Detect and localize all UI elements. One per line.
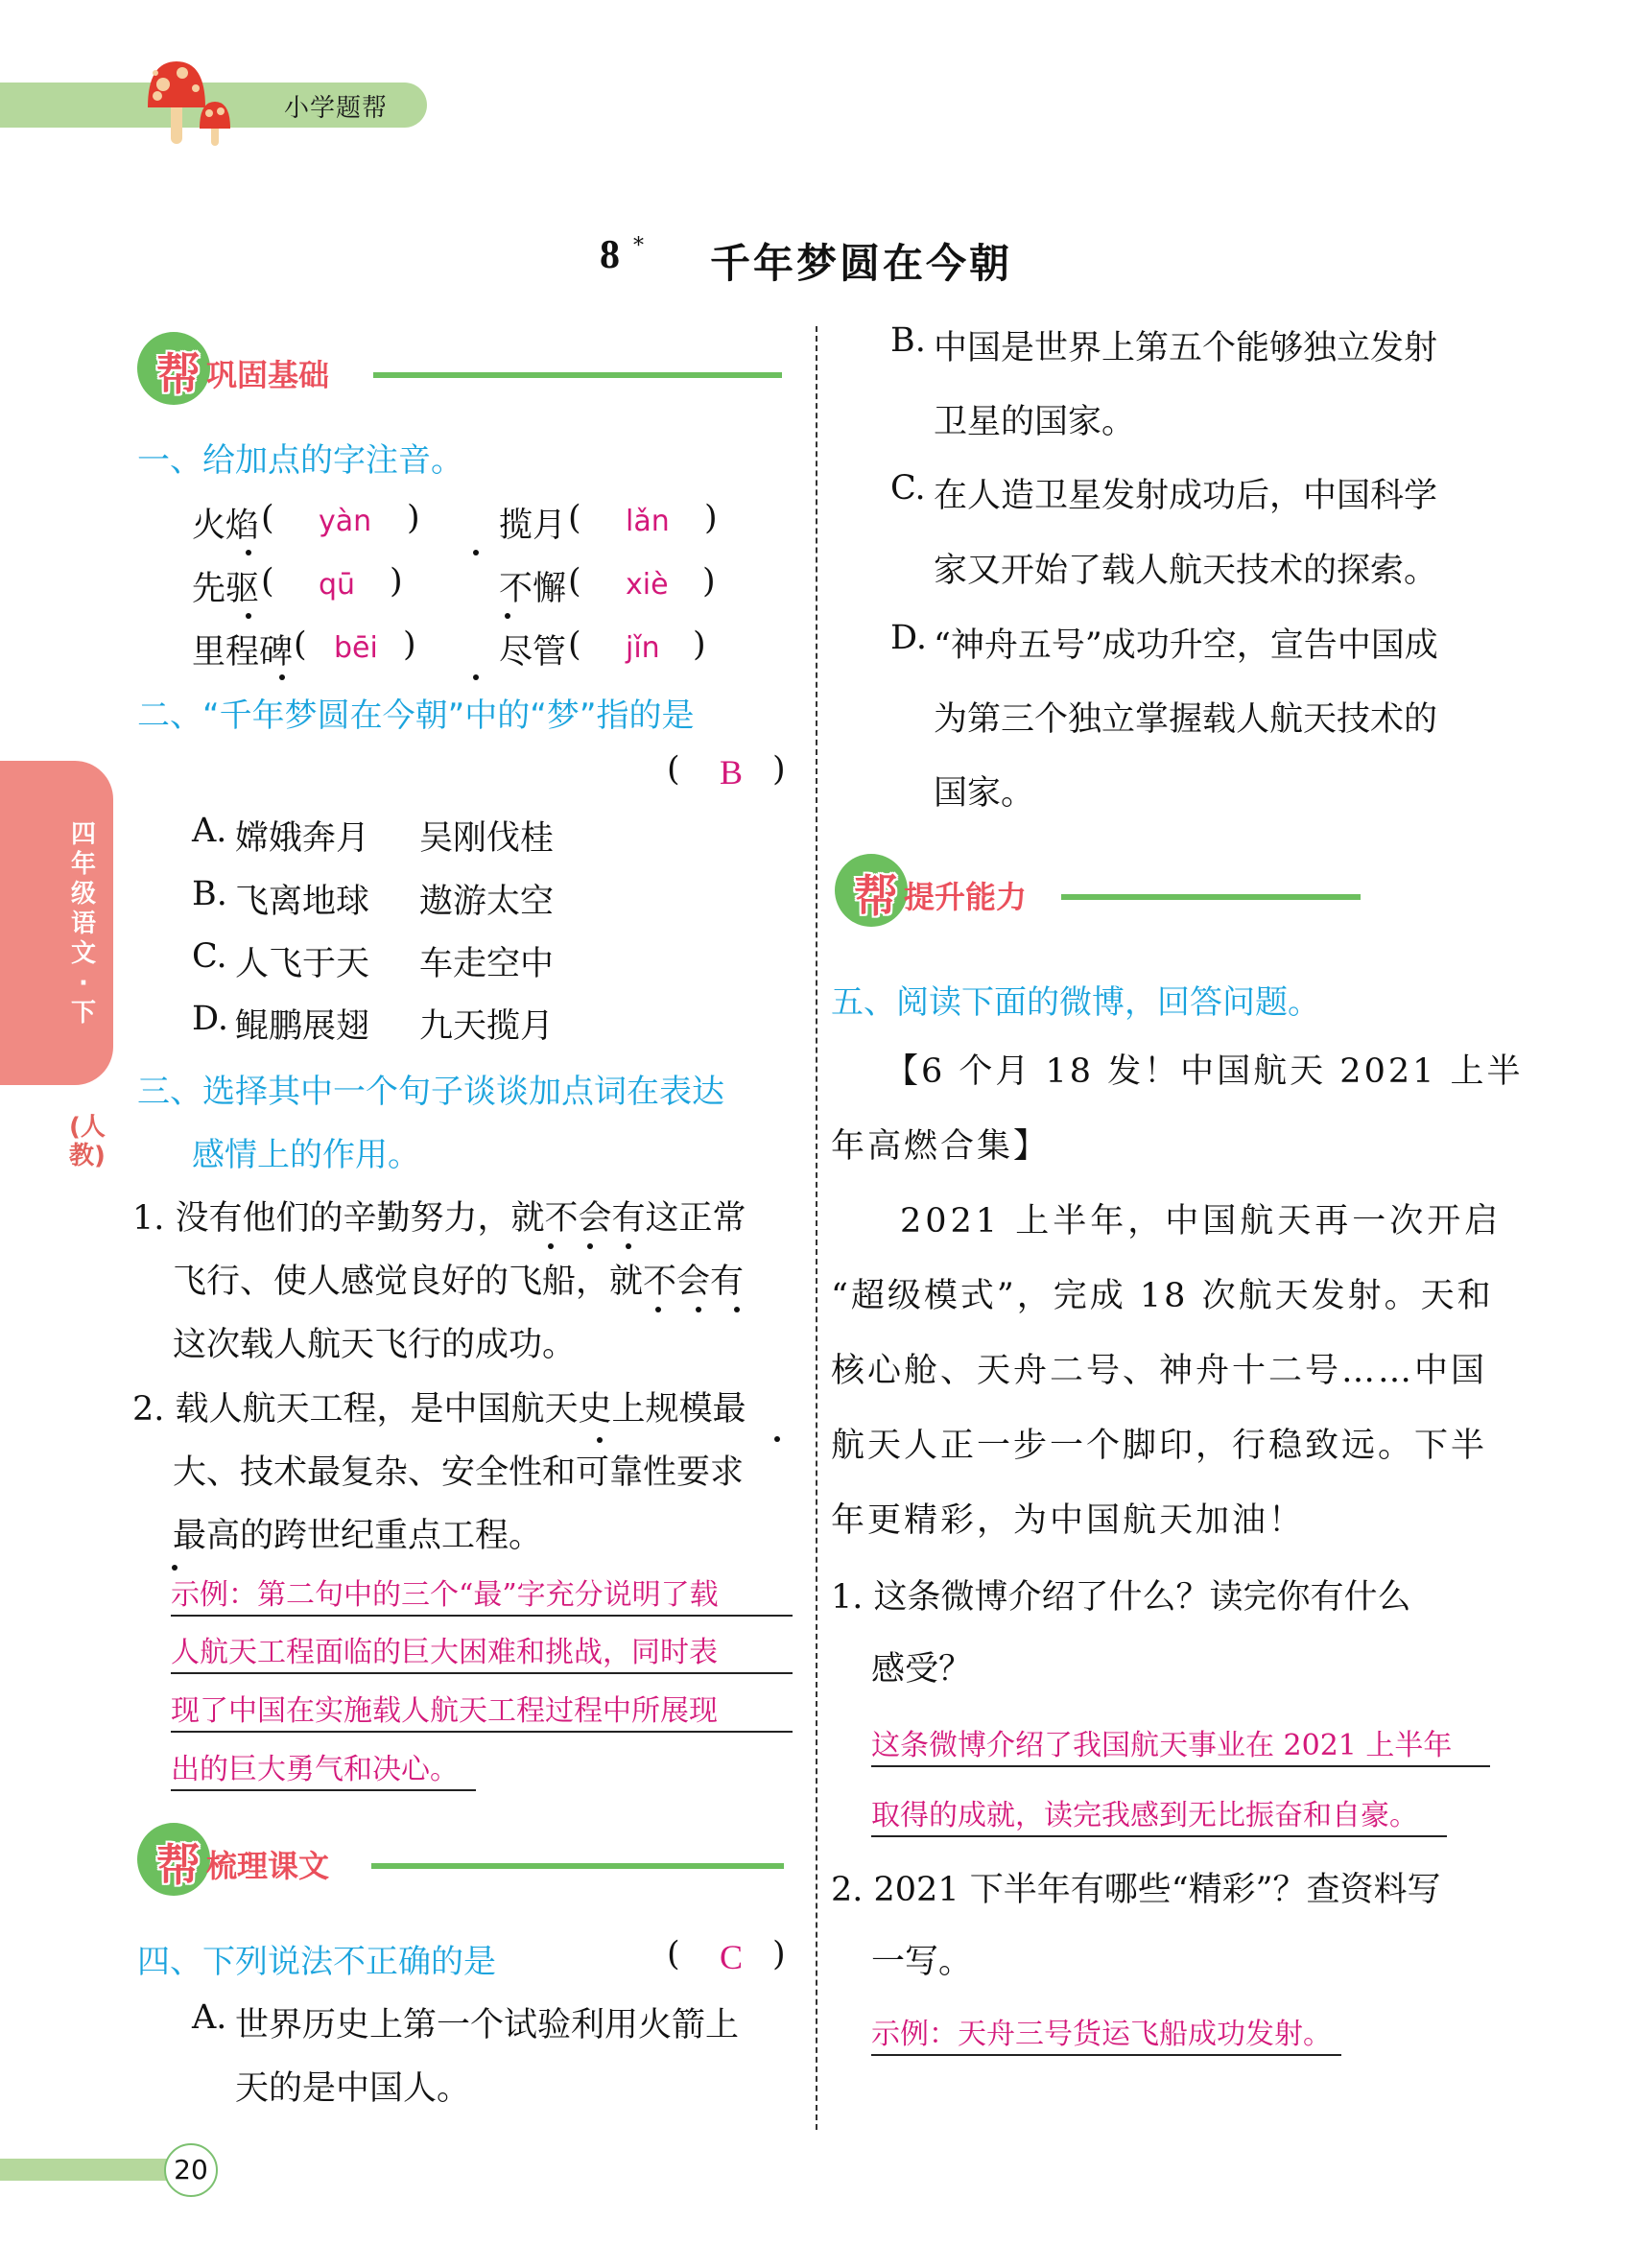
footer-bar <box>0 2159 173 2181</box>
emphasis-dot <box>246 613 251 619</box>
close-paren: ) <box>702 562 716 601</box>
option-text: 飞离地球 <box>235 883 370 921</box>
lesson-title: 千年梦圆在今朝 <box>710 240 1013 287</box>
option-label: D. <box>890 619 927 657</box>
open-paren: ( <box>261 499 274 537</box>
q4-heading: 四、下列说法不正确的是 <box>137 1943 496 1981</box>
section-badge-char: 帮 <box>854 870 898 922</box>
q1-pinyin-answer: yàn <box>319 505 372 538</box>
option-text: 人飞于天 <box>235 945 370 983</box>
close-paren: ) <box>693 626 706 664</box>
q4-answer: C <box>720 1938 744 1976</box>
q1-heading: 一、给加点的字注音。 <box>137 441 463 480</box>
option-text: 家又开始了载人航天技术的探索。 <box>934 552 1438 590</box>
close-paren: ) <box>403 626 416 664</box>
option-text: 国家。 <box>934 774 1035 813</box>
q1-word: 揽月 <box>499 507 567 545</box>
weibo-text: 航天人正一步一个脚印，行稳致远。下半 <box>831 1427 1488 1465</box>
option-text: “神舟五号”成功升空，宣告中国成 <box>934 626 1438 665</box>
option-text: 在人造卫星发射成功后，中国科学 <box>934 477 1438 515</box>
section-title: 提升能力 <box>904 879 1028 915</box>
q3-answer-line: 示例：第二句中的三个“最”字充分说明了载 <box>171 1571 793 1617</box>
option-text: 吴刚伐桂 <box>419 819 555 858</box>
grade-label: 四年级语文·下 <box>70 820 96 1028</box>
section-rule <box>371 1863 784 1869</box>
option-label: C. <box>192 937 227 976</box>
option-label: B. <box>890 321 926 360</box>
weibo-text: 核心舱、天舟二号、神舟十二号……中国 <box>831 1352 1488 1390</box>
edition-label: (人教) <box>69 1113 106 1170</box>
weibo-text: “超级模式”，完成 18 次航天发射。天和 <box>831 1277 1494 1315</box>
answer-open-paren: ( <box>667 1935 680 1973</box>
answer-close-paren: ) <box>772 750 786 789</box>
option-label: A. <box>192 812 227 850</box>
q2-answer: B <box>720 753 744 791</box>
close-paren: ) <box>704 499 718 537</box>
q5-sub2-question: 2. 2021 下半年有哪些“精彩”？查资料写 <box>831 1871 1441 1909</box>
q3-answer-line: 出的巨大勇气和决心。 <box>171 1745 476 1791</box>
emphasis-dot <box>279 674 285 680</box>
option-text: 车走空中 <box>419 945 555 983</box>
open-paren: ( <box>294 626 307 664</box>
open-paren: ( <box>568 499 581 537</box>
option-text: 为第三个独立掌握载人航天技术的 <box>934 700 1438 739</box>
emphasis-dot <box>473 674 479 680</box>
q2-heading: 二、“千年梦圆在今朝”中的“梦”指的是 <box>137 697 695 735</box>
q5-sub1-answer: 取得的成就，读完我感到无比振奋和自豪。 <box>871 1791 1447 1837</box>
open-paren: ( <box>261 562 274 601</box>
q3-sentence-1: 1. 没有他们的辛勤努力，就不会有这正常 <box>132 1199 746 1238</box>
q5-sub1-question: 感受？ <box>871 1650 973 1689</box>
open-paren: ( <box>568 562 581 601</box>
q1-pinyin-answer: bēi <box>334 631 378 665</box>
option-text: 卫星的国家。 <box>934 403 1136 441</box>
option-text: 遨游太空 <box>419 883 555 921</box>
weibo-text: 年更精彩，为中国航天加油！ <box>831 1501 1306 1540</box>
option-text: 嫦娥奔月 <box>235 819 370 858</box>
section-badge-char: 帮 <box>156 1839 201 1891</box>
option-label: A. <box>192 1998 227 2037</box>
page-number: 20 <box>164 2143 218 2197</box>
section-rule <box>373 372 782 378</box>
q1-word: 不懈 <box>499 570 567 608</box>
emphasis-dot <box>548 1243 554 1249</box>
section-badge-char: 帮 <box>156 348 201 400</box>
q3-sentence-2: 最高的跨世纪重点工程。 <box>173 1517 543 1555</box>
emphasis-dot <box>734 1307 740 1312</box>
emphasis-dot <box>655 1307 661 1312</box>
option-label: C. <box>890 469 926 508</box>
q1-pinyin-answer: lǎn <box>626 505 670 538</box>
q1-word: 里程碑 <box>192 633 294 672</box>
section-header-review <box>137 1823 790 1900</box>
option-text: 世界历史上第一个试验利用火箭上 <box>235 2006 740 2044</box>
emphasis-dot <box>505 613 510 619</box>
lesson-star: * <box>633 234 644 258</box>
answer-open-paren: ( <box>667 750 680 789</box>
section-header-improve <box>835 854 1487 931</box>
section-header-consolidate <box>137 332 790 409</box>
brand-label: 小学题帮 <box>284 94 389 123</box>
option-text: 九天揽月 <box>419 1007 555 1046</box>
mushroom-icon <box>144 59 240 148</box>
emphasis-dot <box>587 1243 593 1249</box>
option-text: 鲲鹏展翅 <box>235 1007 370 1046</box>
q3-sentence-1: 这次载人航天飞行的成功。 <box>173 1326 577 1364</box>
q3-answer-line: 现了中国在实施载人航天工程过程中所展现 <box>171 1687 793 1733</box>
emphasis-dot <box>774 1436 780 1442</box>
open-paren: ( <box>568 626 581 664</box>
emphasis-dot <box>246 550 251 555</box>
q3-sentence-2: 大、技术最复杂、安全性和可靠性要求 <box>173 1453 745 1492</box>
weibo-title: 【6 个月 18 发！中国航天 2021 上半 <box>885 1052 1524 1091</box>
q5-heading: 五、阅读下面的微博，回答问题。 <box>831 983 1320 1022</box>
q1-word: 先驱 <box>192 570 260 608</box>
weibo-title: 年高燃合集】 <box>831 1127 1051 1166</box>
emphasis-dot <box>473 550 479 555</box>
q3-sentence-1: 飞行、使人感觉良好的飞船，就不会有 <box>173 1263 745 1301</box>
weibo-text: 2021 上半年，中国航天再一次开启 <box>900 1202 1503 1240</box>
column-divider <box>816 326 817 2130</box>
section-title: 巩固基础 <box>206 357 330 393</box>
answer-close-paren: ) <box>772 1935 786 1973</box>
q1-pinyin-answer: qū <box>319 568 356 602</box>
close-paren: ) <box>407 499 420 537</box>
q5-sub2-question: 一写。 <box>871 1943 973 1981</box>
q5-sub1-question: 1. 这条微博介绍了什么？读完你有什么 <box>831 1578 1411 1617</box>
option-text: 天的是中国人。 <box>235 2069 471 2108</box>
emphasis-dot <box>696 1307 701 1312</box>
option-label: D. <box>192 1000 228 1038</box>
q3-answer-line: 人航天工程面临的巨大困难和挑战，同时表 <box>171 1628 793 1674</box>
q1-pinyin-answer: jǐn <box>626 631 660 665</box>
q5-sub2-answer: 示例：天舟三号货运飞船成功发射。 <box>871 2010 1341 2056</box>
section-rule <box>1061 894 1361 900</box>
q3-heading: 三、选择其中一个句子谈谈加点词在表达 <box>137 1073 724 1111</box>
q3-heading-cont: 感情上的作用。 <box>192 1136 420 1174</box>
q1-word: 火焰 <box>192 507 260 545</box>
emphasis-dot <box>597 1437 603 1443</box>
close-paren: ) <box>390 562 403 601</box>
lesson-number: 8 <box>600 233 620 277</box>
emphasis-dot <box>626 1243 631 1249</box>
q5-sub1-answer: 这条微博介绍了我国航天事业在 2021 上半年 <box>871 1721 1490 1767</box>
option-text: 中国是世界上第五个能够独立发射 <box>934 329 1438 367</box>
q1-word: 尽管 <box>499 633 567 672</box>
section-title: 梳理课文 <box>206 1848 330 1884</box>
q3-sentence-2: 2. 载人航天工程，是中国航天史上规模最 <box>132 1390 746 1429</box>
q1-pinyin-answer: xiè <box>626 568 669 602</box>
option-label: B. <box>192 875 227 913</box>
